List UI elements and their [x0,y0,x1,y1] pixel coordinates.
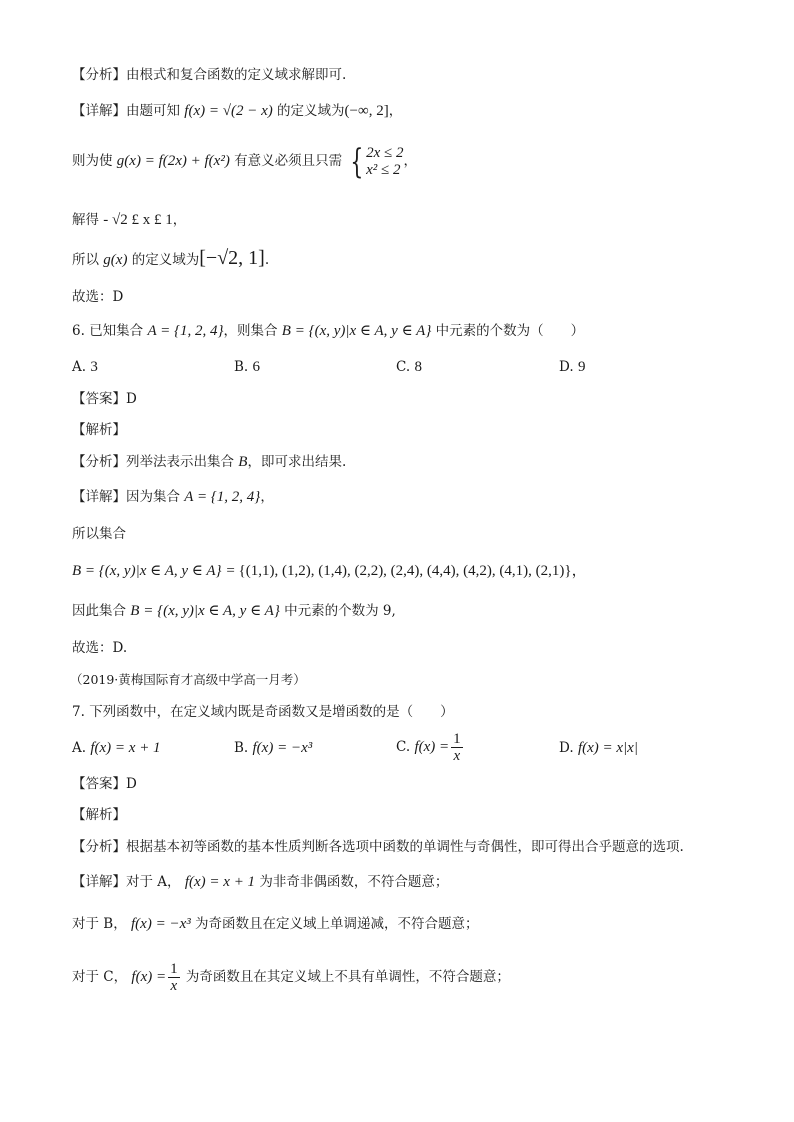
formula-g: g(x) [103,252,128,268]
stem-text: 已知集合 [89,323,144,339]
cond-text: 则为使 [72,153,113,169]
set-b-elements: = {(1,1), (1,2), (1,4), (2,2), (2,4), (4,4), (4,2), (4,1), (2,1)} [226,563,572,579]
prev-solve-line [72,211,186,229]
set-a: A = {1, 2, 4} [147,323,224,339]
question-number: 7. [72,704,85,720]
analysis-text: 由根式和复合函数的定义域求解即可. [126,67,347,83]
set-b: B = {(x, y)|x ∈ A, y ∈ A} [72,563,222,579]
option-value: f(x) = [414,739,450,755]
formula-f-sqrt: f(x) = √(2 − x) [184,103,273,119]
q6-detail-line [72,488,274,506]
option-c [396,358,422,376]
set-b: B = {(x, y)|x ∈ A, y ∈ A} [281,323,432,339]
inequality-2: x² ≤ 2 [366,161,401,178]
detail-tag: 【详解】 [72,874,126,890]
analysis-tag: 【分析】 [72,454,126,470]
set-b-symbol: B [238,454,248,470]
analysis-tag: 【分析】 [72,67,126,83]
detail-text: 为非奇非偶函数，不符合题意； [259,874,449,890]
prev-condition-line [72,142,417,180]
question-number: 6. [72,323,85,339]
denominator: x [453,748,461,764]
detail-text: 由题可知 [126,103,180,119]
option-value: 6 [252,359,261,375]
concl-text: 所以 [72,252,99,268]
set-b: B = {(x, y)|x ∈ A, y ∈ A} [130,603,280,619]
formula: f(x) = −x³ [131,916,191,932]
option-value: 8 [414,359,422,375]
punct: ， [172,212,187,228]
q7-detail-a [72,873,448,891]
analysis-text: 列举法表示出集合 [126,454,234,470]
q6-count-line [72,602,396,620]
q6-analysis-line [72,453,346,471]
q7-options [72,731,722,771]
option-value: 3 [90,359,98,375]
detail-text: 的定义域为 [277,103,345,119]
inequality-system [366,145,403,179]
option-label: C. [396,359,411,375]
option-value: f(x) = −x³ [252,740,313,756]
q6-enumeration [72,561,587,580]
option-a [72,358,98,376]
option-label: D. [559,359,574,375]
prev-conclusion-line [72,249,269,269]
option-value: f(x) = x|x| [577,740,638,756]
detail-text: 对于 B， [72,916,127,932]
solve-text: 解得 [72,212,99,228]
option-value: f(x) = x + 1 [90,740,161,756]
punct: ， [403,153,417,169]
formula: f(x) = x + 1 [184,874,256,890]
interval: [−√2, 1] [199,247,265,269]
detail-text: 为奇函数且在其定义域上不具有单调性，不符合题意； [185,969,510,985]
prev-choice: 故选：D [72,289,124,305]
fraction [168,961,180,994]
q7-jiexi: 【解析】 [72,807,126,823]
option-d [559,358,585,376]
analysis-text: 根据基本初等函数的基本性质判断各选项中函数的单调性与奇偶性，即可得出合乎题意的选项. [126,839,684,855]
q6-stem [72,322,584,340]
option-label: C. [396,739,411,755]
detail-text: 为奇函数且在定义域上单调递减，不符合题意； [195,916,479,932]
detail-tag: 【详解】 [72,103,126,119]
option-c [396,731,465,764]
q7-stem [72,703,454,721]
option-label: A. [72,740,87,756]
formula: f(x) = [131,969,167,985]
punct: ， [388,103,403,119]
fraction [451,731,463,764]
option-a [72,739,161,757]
denominator: x [170,978,178,994]
detail-tag: 【详解】 [72,489,126,505]
stem-text: 下列函数中，在定义域内既是奇函数又是增函数的是（ ） [89,704,454,720]
stem-text: ，则集合 [223,323,278,339]
punct: ， [571,561,587,579]
q7-answer: 【答案】D [72,776,137,792]
set-a: A = {1, 2, 4} [184,489,261,505]
numerator: 1 [170,961,178,977]
option-label: B. [234,359,249,375]
interval: (−∞, 2] [344,103,389,119]
option-d [559,739,638,757]
analysis-text: ，即可求出结果. [247,454,347,470]
detail-text: 对于 C， [72,969,128,985]
option-label: A. [72,359,87,375]
solve-expr: - √2 £ x £ 1 [103,212,173,228]
count-text: 中元素的个数为 9, [284,603,396,619]
option-label: D. [559,740,574,756]
q6-choice: 故选：D. [72,640,128,656]
option-b [234,358,260,376]
q6-jiexi: 【解析】 [72,422,126,438]
inequality-1: 2x ≤ 2 [366,144,404,161]
q7-analysis-line [72,838,684,856]
option-b [234,739,312,757]
cond-text: 有意义必须且只需 [234,153,343,169]
left-brace-icon: { [350,141,364,182]
punct: ， [260,489,274,505]
concl-text: 的定义域为 [131,252,200,268]
q6-so-line: 所以集合 [72,526,126,542]
option-value: 9 [577,359,586,375]
q7-detail-b [72,915,479,933]
count-text: 因此集合 [72,603,126,619]
formula-g: g(x) = f(2x) + f(x²) [116,153,230,169]
numerator: 1 [453,731,461,747]
q7-detail-c [72,958,510,996]
prev-analysis-line [72,66,346,84]
option-label: B. [234,740,249,756]
q6-answer: 【答案】D [72,391,137,407]
analysis-tag: 【分析】 [72,839,126,855]
detail-text: 对于 A， [126,874,181,890]
detail-text: 因为集合 [126,489,180,505]
stem-text: 中元素的个数为（ ） [435,323,585,339]
prev-detail-line [72,102,402,120]
punct: . [264,252,270,268]
source-note: （2019·黄梅国际育才高级中学高一月考） [70,672,306,687]
